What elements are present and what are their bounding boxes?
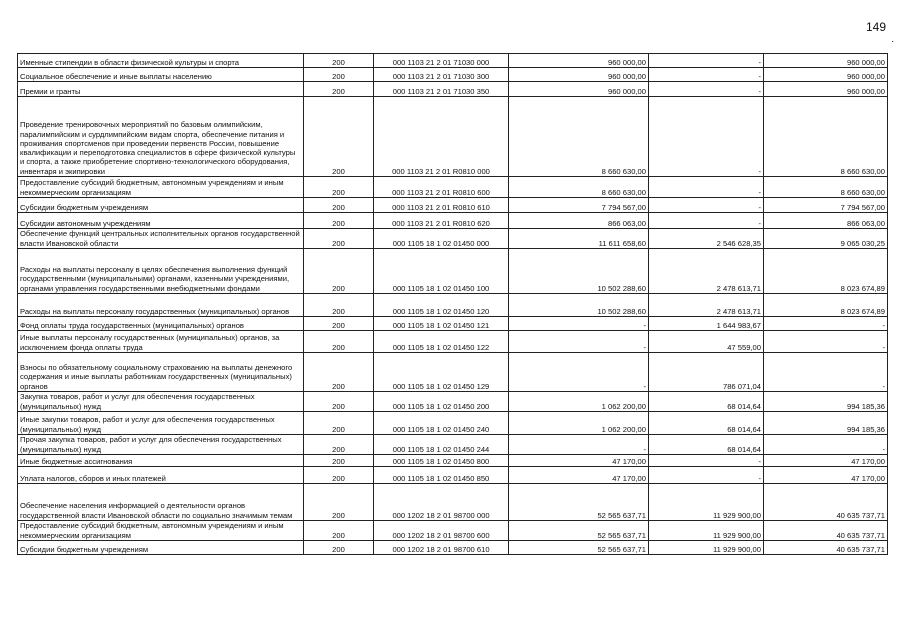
row-executed: 2 478 613,71 bbox=[649, 249, 764, 294]
row-name: Расходы на выплаты персоналу государственных (муниципальных) органов bbox=[18, 294, 304, 317]
row-code: 200 bbox=[304, 412, 374, 435]
row-name: Взносы по обязательному социальному страхованию на выплаты денежного содержания и иные выплаты работникам государственных (муниципальных) органов bbox=[18, 353, 304, 392]
row-approved: 10 502 288,60 bbox=[509, 249, 649, 294]
row-code: 200 bbox=[304, 249, 374, 294]
row-unexecuted: 7 794 567,00 bbox=[764, 198, 888, 213]
row-executed: 11 929 900,00 bbox=[649, 484, 764, 521]
table-row bbox=[18, 521, 888, 541]
row-code: 200 bbox=[304, 294, 374, 317]
row-name: Предоставление субсидий бюджетным, автономным учреждениям и иным некоммерческим организациям bbox=[18, 177, 304, 198]
row-unexecuted: 960 000,00 bbox=[764, 54, 888, 68]
row-name: Прочая закупка товаров, работ и услуг для обеспечения государственных (муниципальных) нужд bbox=[18, 435, 304, 455]
row-unexecuted: - bbox=[764, 331, 888, 353]
row-executed: 47 559,00 bbox=[649, 331, 764, 353]
row-code: 200 bbox=[304, 97, 374, 177]
row-executed: - bbox=[649, 97, 764, 177]
row-kbk: 000 1103 21 2 01 71030 000 bbox=[374, 54, 509, 68]
row-code: 200 bbox=[304, 541, 374, 555]
row-approved: - bbox=[509, 353, 649, 392]
row-code: 200 bbox=[304, 435, 374, 455]
row-name: Именные стипендии в области физической культуры и спорта bbox=[18, 54, 304, 68]
row-name: Расходы на выплаты персоналу в целях обеспечения выполнения функций государственными (муниципальными) органами, казенными учреждениями, органами управления государственными внебюджетными фондами bbox=[18, 249, 304, 294]
row-name: Премии и гранты bbox=[18, 82, 304, 97]
row-code: 200 bbox=[304, 353, 374, 392]
row-kbk: 000 1105 18 1 02 01450 100 bbox=[374, 249, 509, 294]
row-kbk: 000 1105 18 1 02 01450 121 bbox=[374, 317, 509, 331]
row-approved: 52 565 637,71 bbox=[509, 484, 649, 521]
row-executed: 2 478 613,71 bbox=[649, 294, 764, 317]
row-approved: 10 502 288,60 bbox=[509, 294, 649, 317]
row-code: 200 bbox=[304, 521, 374, 541]
table-row bbox=[18, 331, 888, 353]
row-unexecuted: 8 660 630,00 bbox=[764, 97, 888, 177]
row-executed: 2 546 628,35 bbox=[649, 229, 764, 249]
row-name: Уплата налогов, сборов и иных платежей bbox=[18, 467, 304, 484]
row-approved: 866 063,00 bbox=[509, 213, 649, 229]
row-name: Закупка товаров, работ и услуг для обеспечения государственных (муниципальных) нужд bbox=[18, 392, 304, 412]
table-row bbox=[18, 353, 888, 392]
row-executed: - bbox=[649, 467, 764, 484]
row-approved: 960 000,00 bbox=[509, 68, 649, 82]
row-code: 200 bbox=[304, 198, 374, 213]
row-unexecuted: 40 635 737,71 bbox=[764, 541, 888, 555]
row-kbk: 000 1103 21 2 01 R0810 610 bbox=[374, 198, 509, 213]
row-executed: - bbox=[649, 213, 764, 229]
row-code: 200 bbox=[304, 229, 374, 249]
row-code: 200 bbox=[304, 455, 374, 467]
row-code: 200 bbox=[304, 68, 374, 82]
table-row bbox=[18, 392, 888, 412]
table-row bbox=[18, 249, 888, 294]
row-approved: - bbox=[509, 435, 649, 455]
row-kbk: 000 1105 18 1 02 01450 850 bbox=[374, 467, 509, 484]
row-name: Иные выплаты персоналу государственных (муниципальных) органов, за исключением фонда оплаты труда bbox=[18, 331, 304, 353]
table-row bbox=[18, 294, 888, 317]
row-unexecuted: 40 635 737,71 bbox=[764, 521, 888, 541]
row-unexecuted: 960 000,00 bbox=[764, 68, 888, 82]
table-row bbox=[18, 198, 888, 213]
row-unexecuted: 47 170,00 bbox=[764, 467, 888, 484]
row-name: Обеспечение населения информацией о деятельности органов государственной власти Ивановской области по социально значимым темам bbox=[18, 484, 304, 521]
row-executed: 1 644 983,67 bbox=[649, 317, 764, 331]
row-name: Иные закупки товаров, работ и услуг для обеспечения государственных (муниципальных) нужд bbox=[18, 412, 304, 435]
row-name: Субсидии бюджетным учреждениям bbox=[18, 198, 304, 213]
row-name: Субсидии автономным учреждениям bbox=[18, 213, 304, 229]
row-kbk: 000 1105 18 1 02 01450 000 bbox=[374, 229, 509, 249]
row-kbk: 000 1202 18 2 01 98700 610 bbox=[374, 541, 509, 555]
table-row bbox=[18, 317, 888, 331]
row-approved: 52 565 637,71 bbox=[509, 521, 649, 541]
row-kbk: 000 1103 21 2 01 R0810 600 bbox=[374, 177, 509, 198]
row-name: Фонд оплаты труда государственных (муниципальных) органов bbox=[18, 317, 304, 331]
row-executed: 68 014,64 bbox=[649, 392, 764, 412]
row-approved: 8 660 630,00 bbox=[509, 177, 649, 198]
budget-execution-table bbox=[17, 53, 888, 555]
row-approved: 7 794 567,00 bbox=[509, 198, 649, 213]
row-code: 200 bbox=[304, 392, 374, 412]
row-unexecuted: - bbox=[764, 353, 888, 392]
row-unexecuted: - bbox=[764, 435, 888, 455]
row-unexecuted: 40 635 737,71 bbox=[764, 484, 888, 521]
table-row bbox=[18, 54, 888, 68]
row-code: 200 bbox=[304, 213, 374, 229]
row-unexecuted: 960 000,00 bbox=[764, 82, 888, 97]
row-code: 200 bbox=[304, 467, 374, 484]
row-code: 200 bbox=[304, 82, 374, 97]
row-approved: 1 062 200,00 bbox=[509, 392, 649, 412]
row-executed: - bbox=[649, 177, 764, 198]
table-row bbox=[18, 435, 888, 455]
row-executed: 68 014,64 bbox=[649, 435, 764, 455]
row-code: 200 bbox=[304, 317, 374, 331]
row-code: 200 bbox=[304, 484, 374, 521]
row-kbk: 000 1103 21 2 01 R0810 620 bbox=[374, 213, 509, 229]
table-row bbox=[18, 455, 888, 467]
table-row bbox=[18, 467, 888, 484]
row-kbk: 000 1105 18 1 02 01450 244 bbox=[374, 435, 509, 455]
row-executed: 786 071,04 bbox=[649, 353, 764, 392]
row-unexecuted: 866 063,00 bbox=[764, 213, 888, 229]
row-executed: - bbox=[649, 455, 764, 467]
row-kbk: 000 1105 18 1 02 01450 122 bbox=[374, 331, 509, 353]
row-executed: 11 929 900,00 bbox=[649, 521, 764, 541]
table-row bbox=[18, 213, 888, 229]
row-unexecuted: 9 065 030,25 bbox=[764, 229, 888, 249]
table-row bbox=[18, 412, 888, 435]
row-kbk: 000 1103 21 2 01 71030 300 bbox=[374, 68, 509, 82]
row-approved: 960 000,00 bbox=[509, 82, 649, 97]
row-unexecuted: 47 170,00 bbox=[764, 455, 888, 467]
table-row bbox=[18, 68, 888, 82]
table-row bbox=[18, 177, 888, 198]
row-name: Проведение тренировочных мероприятий по базовым олимпийским, паралимпийским и сурдлимпийским видам спорта, обеспечение питания и проживания спортсменов при проведении первенств России, повышение квалификации и переподготовка специалистов в сфере физической культуры и спорта, а также приобретение спортивно-технологического оборудования, инвентаря и экипировки bbox=[18, 97, 304, 177]
row-executed: 68 014,64 bbox=[649, 412, 764, 435]
row-executed: - bbox=[649, 198, 764, 213]
row-unexecuted: 994 185,36 bbox=[764, 392, 888, 412]
row-code: 200 bbox=[304, 331, 374, 353]
row-approved: 960 000,00 bbox=[509, 54, 649, 68]
table-row bbox=[18, 541, 888, 555]
row-unexecuted: 8 023 674,89 bbox=[764, 294, 888, 317]
row-kbk: 000 1103 21 2 01 R0810 000 bbox=[374, 97, 509, 177]
row-approved: 11 611 658,60 bbox=[509, 229, 649, 249]
row-code: 200 bbox=[304, 54, 374, 68]
row-unexecuted: 994 185,36 bbox=[764, 412, 888, 435]
row-executed: - bbox=[649, 54, 764, 68]
row-kbk: 000 1105 18 1 02 01450 800 bbox=[374, 455, 509, 467]
row-kbk: 000 1202 18 2 01 98700 600 bbox=[374, 521, 509, 541]
row-approved: - bbox=[509, 317, 649, 331]
table-row bbox=[18, 484, 888, 521]
row-unexecuted: 8 660 630,00 bbox=[764, 177, 888, 198]
row-unexecuted: 8 023 674,89 bbox=[764, 249, 888, 294]
row-approved: 52 565 637,71 bbox=[509, 541, 649, 555]
row-name: Иные бюджетные ассигнования bbox=[18, 455, 304, 467]
table-row bbox=[18, 82, 888, 97]
row-approved: 47 170,00 bbox=[509, 467, 649, 484]
table-row bbox=[18, 229, 888, 249]
row-kbk: 000 1105 18 1 02 01450 129 bbox=[374, 353, 509, 392]
row-kbk: 000 1105 18 1 02 01450 240 bbox=[374, 412, 509, 435]
row-kbk: 000 1202 18 2 01 98700 000 bbox=[374, 484, 509, 521]
row-approved: 8 660 630,00 bbox=[509, 97, 649, 177]
row-kbk: 000 1105 18 1 02 01450 120 bbox=[374, 294, 509, 317]
page-number: 149 bbox=[866, 20, 887, 34]
row-executed: - bbox=[649, 82, 764, 97]
row-executed: - bbox=[649, 68, 764, 82]
scan-speck: · bbox=[891, 36, 895, 47]
row-kbk: 000 1105 18 1 02 01450 200 bbox=[374, 392, 509, 412]
row-approved: - bbox=[509, 331, 649, 353]
row-name: Социальное обеспечение и иные выплаты населению bbox=[18, 68, 304, 82]
row-approved: 1 062 200,00 bbox=[509, 412, 649, 435]
row-kbk: 000 1103 21 2 01 71030 350 bbox=[374, 82, 509, 97]
row-executed: 11 929 900,00 bbox=[649, 541, 764, 555]
row-name: Субсидии бюджетным учреждениям bbox=[18, 541, 304, 555]
row-code: 200 bbox=[304, 177, 374, 198]
row-name: Предоставление субсидий бюджетным, автономным учреждениям и иным некоммерческим организациям bbox=[18, 521, 304, 541]
row-approved: 47 170,00 bbox=[509, 455, 649, 467]
row-unexecuted: - bbox=[764, 317, 888, 331]
row-name: Обеспечение функций центральных исполнительных органов государственной власти Ивановской области bbox=[18, 229, 304, 249]
table-row bbox=[18, 97, 888, 177]
